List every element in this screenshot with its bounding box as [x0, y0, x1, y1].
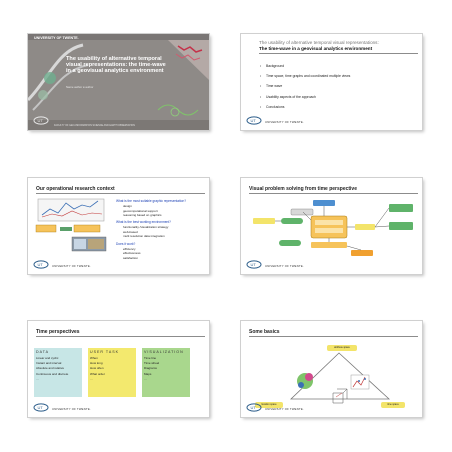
slide-title: Some basics — [249, 329, 280, 335]
slide-5-time-perspectives[interactable] — [28, 321, 209, 417]
location-space-label: location space — [255, 402, 283, 408]
slide-title: The time-wave in a geovisual analytics environment — [259, 46, 373, 51]
slide-title: The usability of alternative temporal visual representations: the time-wave in a geovisual analytics environment — [66, 56, 166, 75]
bullet-item: • Background — [266, 64, 350, 68]
slide-3-research-context[interactable] — [28, 178, 209, 274]
question-2-item: web-based — [123, 229, 138, 234]
column-item: How often — [90, 366, 104, 371]
user-task-column — [88, 348, 136, 397]
slide-2-outline[interactable] — [241, 34, 422, 130]
ut-logo-icon — [246, 260, 262, 269]
footer-text: UNIVERSITY OF TWENTE. — [265, 120, 304, 124]
svg-text:UT: UT — [37, 118, 43, 123]
bullet-item: • Time space, time graphs and coordinated multiple views — [266, 74, 350, 78]
bullet-item: • Usability aspects of the approach — [266, 95, 350, 99]
ut-logo-icon — [246, 403, 262, 412]
slide-title: Visual problem solving from time perspective — [249, 186, 357, 192]
slide-4-visual-problem-solving[interactable] — [241, 178, 422, 274]
question-1-item: design — [123, 204, 132, 208]
column-item: Continuous and discrete — [36, 371, 69, 376]
question-3: Does it work? — [116, 241, 136, 246]
column-heading: DATA — [36, 350, 50, 354]
ut-logo-icon — [33, 116, 49, 125]
column-item: Time wheel — [144, 361, 160, 366]
university-name: UNIVERSITY OF TWENTE. — [34, 36, 79, 40]
authors: Name author ● author — [66, 85, 94, 89]
svg-text:UT: UT — [250, 118, 256, 123]
svg-text:UT: UT — [37, 405, 43, 410]
svg-text:UT: UT — [250, 262, 256, 267]
question-2: What is the best working environment? — [116, 220, 171, 225]
title-rule — [36, 193, 205, 194]
bullet-list — [266, 64, 350, 115]
column-item: How long — [90, 361, 103, 366]
column-heading: USER TASK — [90, 350, 120, 354]
ut-logo-icon — [246, 116, 262, 125]
slide-6-some-basics[interactable] — [241, 321, 422, 417]
bullet-item: • Time wave — [266, 84, 350, 88]
data-column — [34, 348, 82, 397]
slide-title: Our operational research context — [36, 186, 115, 192]
research-questions — [116, 199, 206, 260]
footer-text: UNIVERSITY OF TWENTE. — [52, 264, 91, 268]
question-1-item: reasoning based on graphics — [123, 213, 162, 218]
column-item: Diagrams — [144, 366, 157, 371]
column-item: … — [36, 376, 39, 381]
question-1-item: geocomputational support — [123, 208, 158, 213]
svg-text:UT: UT — [250, 405, 256, 410]
title-rule — [259, 53, 418, 54]
column-item: … — [90, 376, 93, 381]
attribute-space-label: attribute space — [327, 345, 357, 351]
column-item: Instant and interval — [36, 361, 62, 366]
footer-text: UNIVERSITY OF TWENTE. — [52, 407, 91, 411]
column-heading: VISUALIZATION — [144, 350, 184, 354]
question-3-item: efficiency — [123, 246, 136, 251]
svg-text:UT: UT — [37, 262, 43, 267]
space-triangle-diagram — [261, 341, 411, 409]
column-item: … — [144, 376, 147, 381]
title-rule — [249, 336, 418, 337]
ut-logo-icon — [33, 260, 49, 269]
slide-title: Time perspectives — [36, 329, 80, 335]
footer-text: UNIVERSITY OF TWENTE. — [265, 407, 304, 411]
bullet-item: • Conclusions — [266, 105, 350, 109]
ut-logo-icon — [33, 403, 49, 412]
question-3-item: satisfaction — [123, 255, 139, 260]
column-item: When — [90, 356, 98, 360]
question-3-item: effectiveness — [123, 251, 141, 256]
time-space-label: time space — [381, 402, 405, 408]
footer-text: FACULTY OF GEO-INFORMATION SCIENCE AND EARTH OBSERVATION — [54, 124, 135, 127]
research-diagram-graphic — [34, 197, 114, 255]
title-rule — [249, 193, 418, 194]
question-2-item: functionality /visualization strategy — [123, 225, 169, 230]
column-item: Linear and cyclic — [36, 356, 59, 360]
slide-subtitle: The usability of alternative temporal visual representations: — [259, 40, 379, 45]
slide-1-title[interactable] — [28, 34, 209, 130]
footer-text: UNIVERSITY OF TWENTE. — [265, 264, 304, 268]
column-item: Time line — [144, 356, 157, 360]
visualization-column — [142, 348, 190, 397]
title-rule — [36, 336, 205, 337]
question-2-item: multi resolution data integration — [123, 234, 165, 239]
question-1: What is the most suitable graphic representation? — [116, 199, 186, 203]
problem-solving-flow-diagram — [251, 198, 417, 258]
column-item: Maps — [144, 371, 152, 376]
column-item: What order — [90, 371, 105, 376]
column-item: Absolute and relative — [36, 366, 65, 371]
decorative-molecule-graphic — [28, 40, 209, 120]
